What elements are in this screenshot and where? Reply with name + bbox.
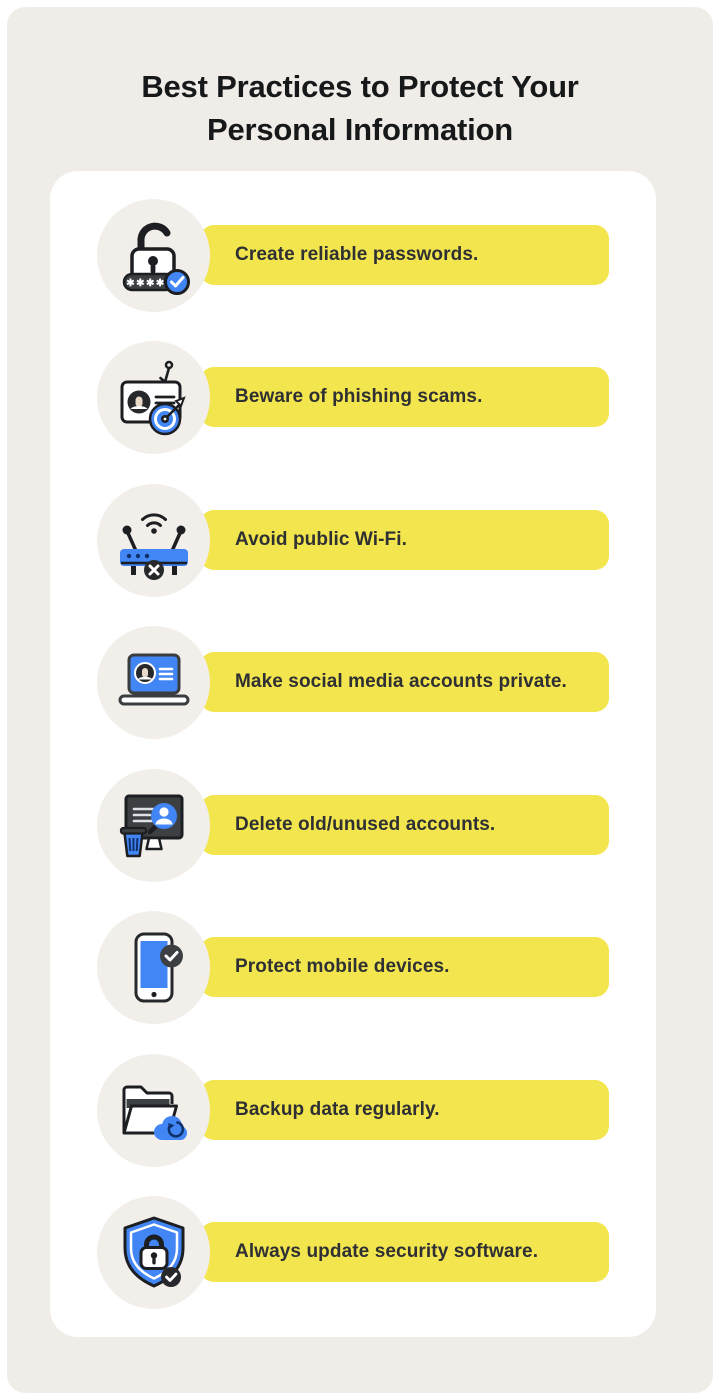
practice-label: Avoid public Wi-Fi. [235,529,408,550]
practice-pill [200,652,609,712]
practice-row [50,626,656,739]
icon-circle [97,199,210,312]
practice-row [50,911,656,1024]
practice-row [50,484,656,597]
practice-pill [200,937,609,997]
svg-text:✱✱✱✱: ✱✱✱✱ [125,277,166,289]
practice-label: Make social media accounts private. [235,671,567,692]
practice-label: Beware of phishing scams. [235,386,483,407]
icon-circle [97,911,210,1024]
practice-row [50,341,656,454]
practice-label: Protect mobile devices. [235,956,450,977]
page-title: Best Practices to Protect Your Personal Information [141,68,579,148]
icon-circle [97,626,210,739]
icon-circle [97,769,210,882]
practice-label: Backup data regularly. [235,1099,440,1120]
icon-circle [97,341,210,454]
shield-lock-check-icon [114,1213,194,1293]
laptop-social-profile-icon [114,643,194,723]
practice-pill [200,1080,609,1140]
practice-pill [200,1222,609,1282]
practice-row [50,1196,656,1309]
practice-label: Delete old/unused accounts. [235,814,496,835]
icon-circle [97,1054,210,1167]
practice-label: Create reliable passwords. [235,244,479,265]
phishing-id-card-icon [114,358,194,438]
practice-pill [200,510,609,570]
icon-circle [97,1196,210,1309]
practice-row [50,199,656,312]
practice-row [50,1054,656,1167]
delete-account-monitor-icon [114,786,194,866]
practice-label: Always update security software. [235,1241,539,1262]
icon-circle [97,484,210,597]
password-lock-icon [114,216,194,296]
practice-pill [200,367,609,427]
folder-cloud-backup-icon [114,1071,194,1151]
practice-pill [200,225,609,285]
practice-row [50,769,656,882]
practices-card [50,171,656,1337]
practice-pill [200,795,609,855]
wifi-router-blocked-icon [114,501,194,581]
mobile-check-icon [114,928,194,1008]
